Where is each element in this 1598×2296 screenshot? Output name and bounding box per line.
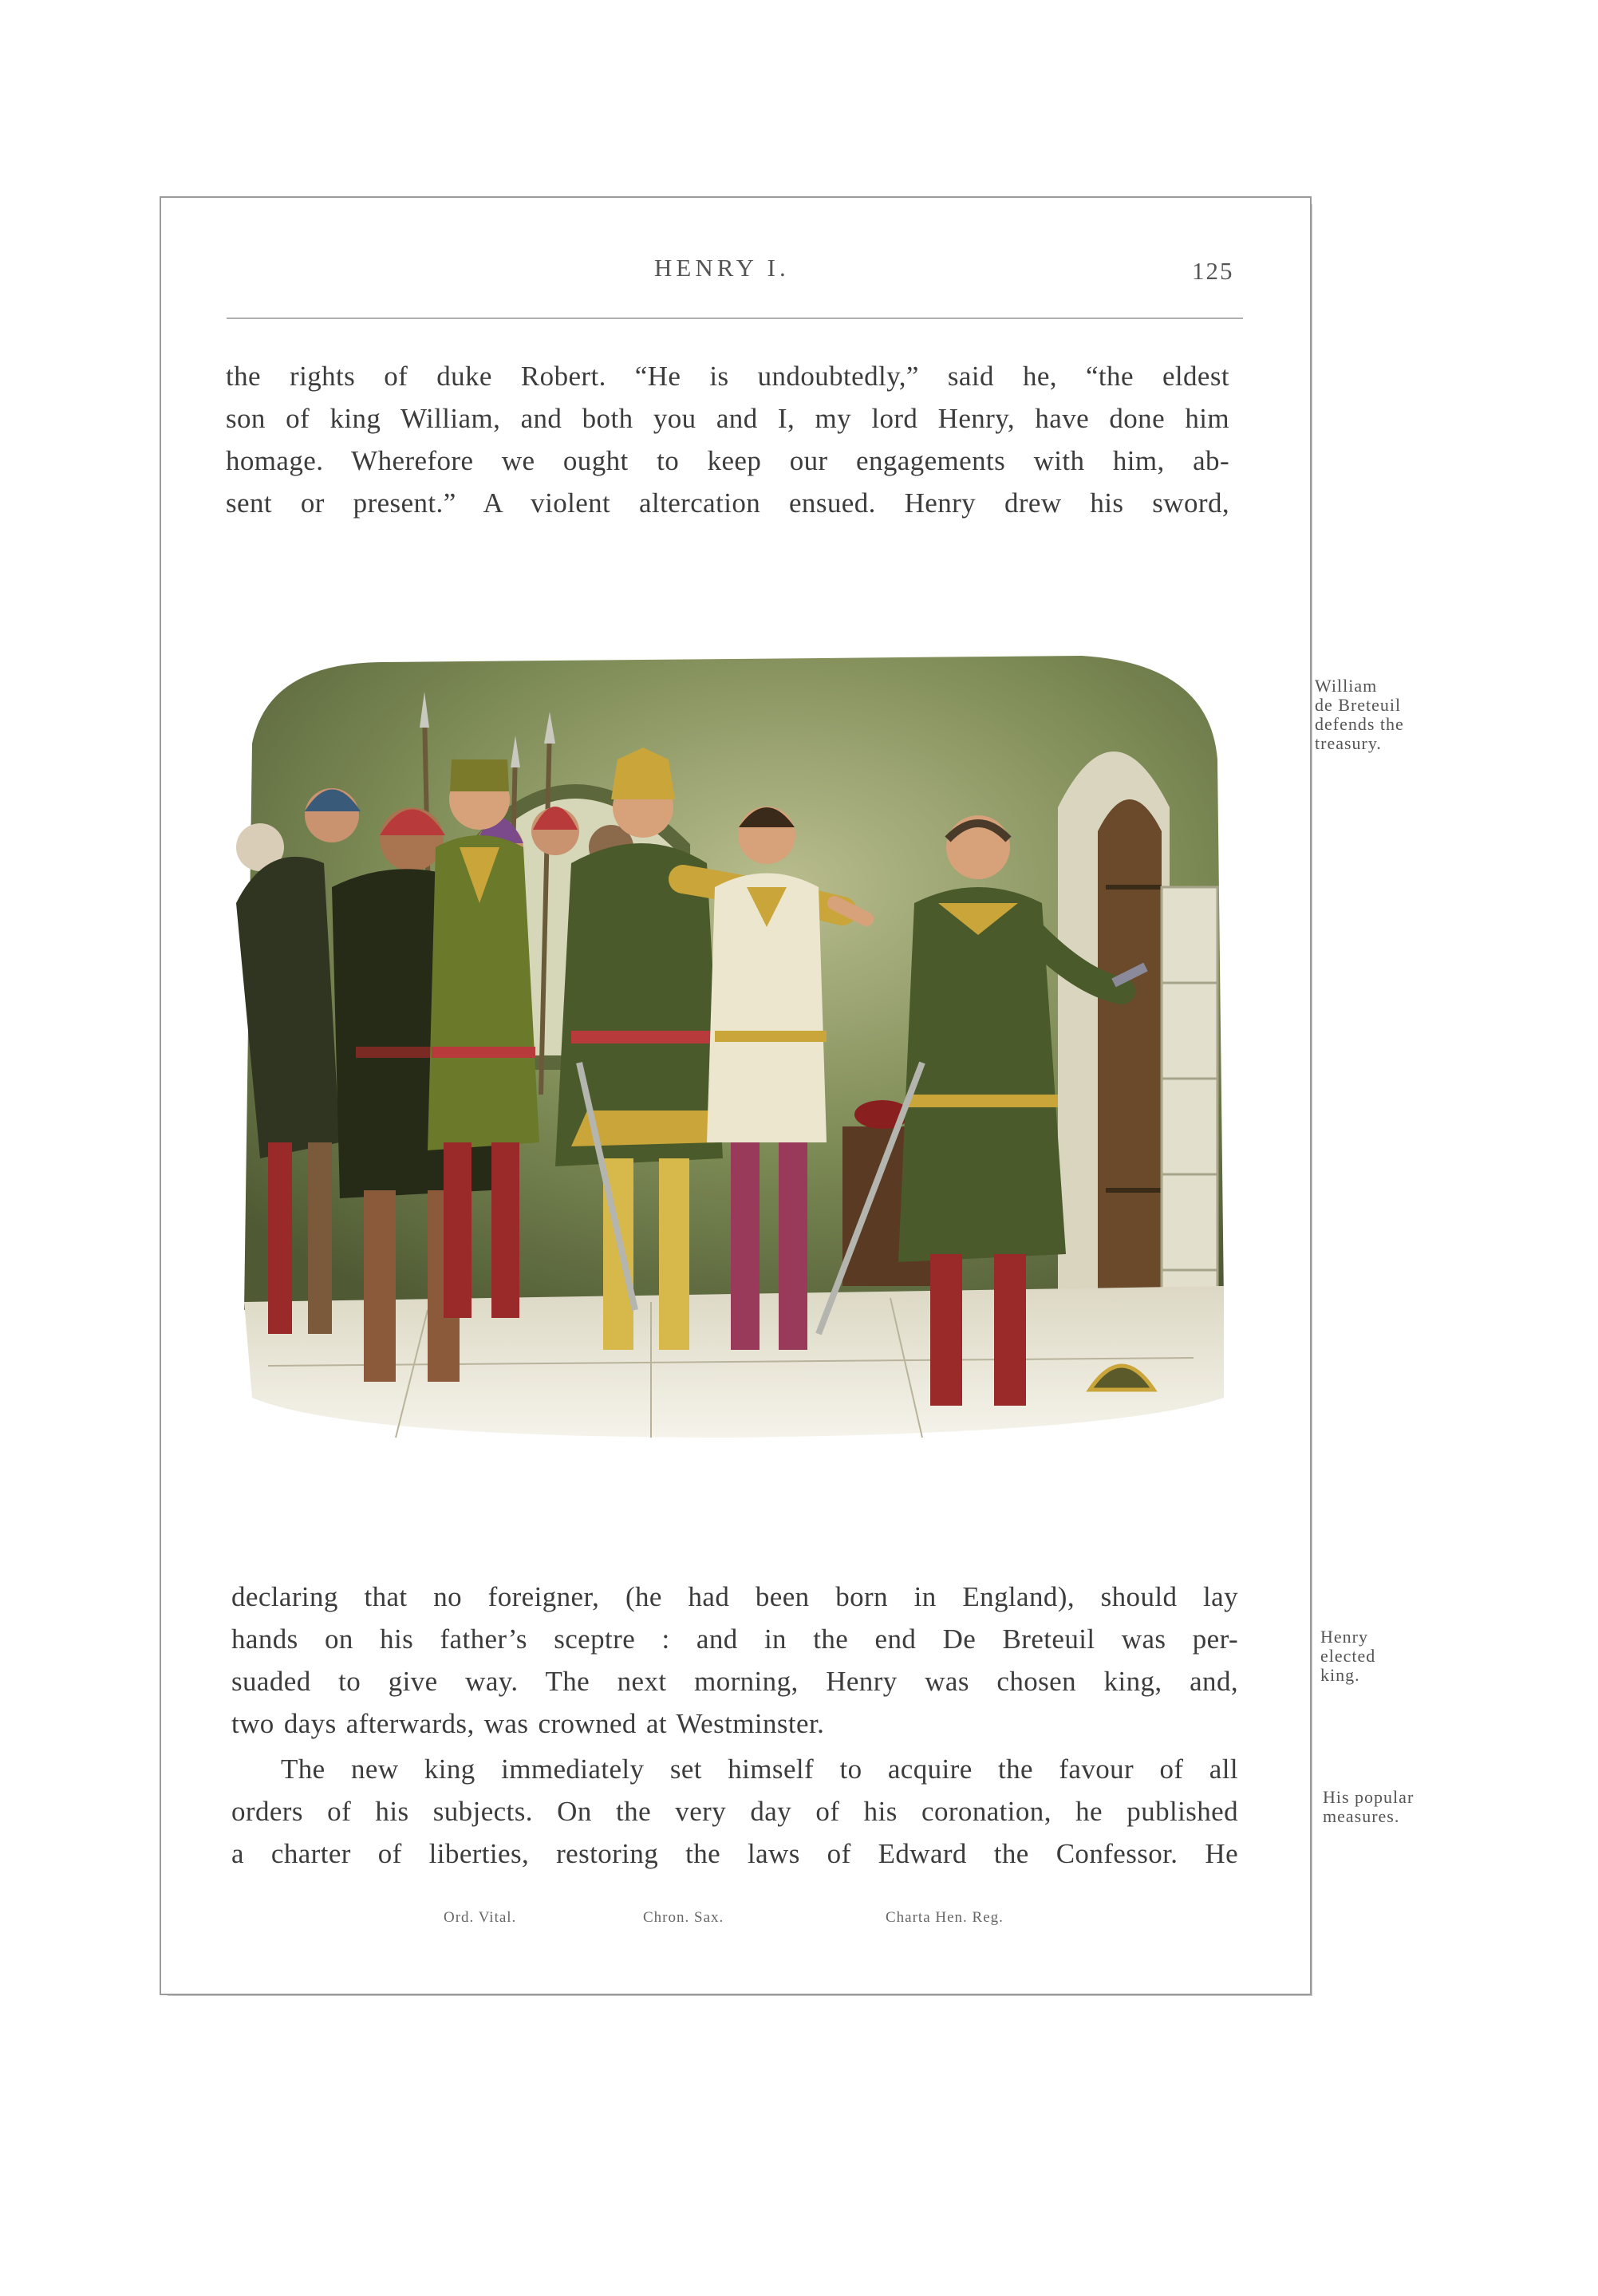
margin-note-line: His popular bbox=[1323, 1787, 1415, 1807]
margin-note-line: Henry bbox=[1320, 1627, 1368, 1647]
margin-note-henry-elected bbox=[1320, 1627, 1440, 1685]
header-rule bbox=[227, 318, 1243, 319]
margin-note-popular-measures bbox=[1323, 1788, 1458, 1826]
paragraph-2 bbox=[231, 1576, 1238, 1745]
margin-note-line: elected bbox=[1320, 1646, 1376, 1666]
paragraph-3 bbox=[231, 1748, 1238, 1875]
paragraph-1 bbox=[226, 355, 1229, 524]
text-line: declaring that no foreigner, (he had been born in England), should lay bbox=[231, 1581, 1238, 1612]
page-number: 125 bbox=[1192, 257, 1234, 285]
text-line: two days afterwards, was crowned at Westminster. bbox=[231, 1708, 825, 1739]
text-line: hands on his father’s sceptre : and in the end De Breteuil was per- bbox=[231, 1623, 1238, 1655]
margin-note-line: William bbox=[1315, 676, 1378, 696]
treasury-door bbox=[1098, 799, 1162, 1334]
margin-note-line: de Breteuil bbox=[1315, 695, 1402, 715]
text-line: orders of his subjects. On the very day of his coronation, he published bbox=[231, 1796, 1238, 1827]
margin-note-line: king. bbox=[1320, 1665, 1360, 1685]
text-line: The new king immediately set himself to acquire the favour of all bbox=[281, 1754, 1238, 1785]
text-line: the rights of duke Robert. “He is undoubtedly,” said he, “the eldest bbox=[226, 361, 1229, 392]
text-line: son of king William, and both you and I, my lord Henry, have done him bbox=[226, 403, 1229, 434]
margin-note-line: treasury. bbox=[1315, 733, 1382, 753]
margin-note-line: measures. bbox=[1323, 1806, 1400, 1826]
margin-note-treasury bbox=[1315, 677, 1450, 753]
text-line: sent or present.” A violent altercation ensued. Henry drew his sword, bbox=[226, 487, 1229, 519]
footnote-references bbox=[0, 1909, 1598, 1933]
illustration-henry-draws-sword bbox=[236, 648, 1225, 1446]
footnote-charta: Charta Hen. Reg. bbox=[886, 1909, 1004, 1926]
margin-note-line: defends the bbox=[1315, 714, 1404, 734]
footnote-ord-vital: Ord. Vital. bbox=[444, 1909, 517, 1926]
text-line: a charter of liberties, restoring the laws of Edward the Confessor. He bbox=[231, 1838, 1238, 1869]
text-line: suaded to give way. The next morning, Henry was chosen king, and, bbox=[231, 1666, 1238, 1697]
footnote-chron-sax: Chron. Sax. bbox=[643, 1909, 724, 1926]
running-head: HENRY I. bbox=[654, 254, 790, 282]
text-line: homage. Wherefore we ought to keep our engagements with him, ab- bbox=[226, 445, 1229, 476]
